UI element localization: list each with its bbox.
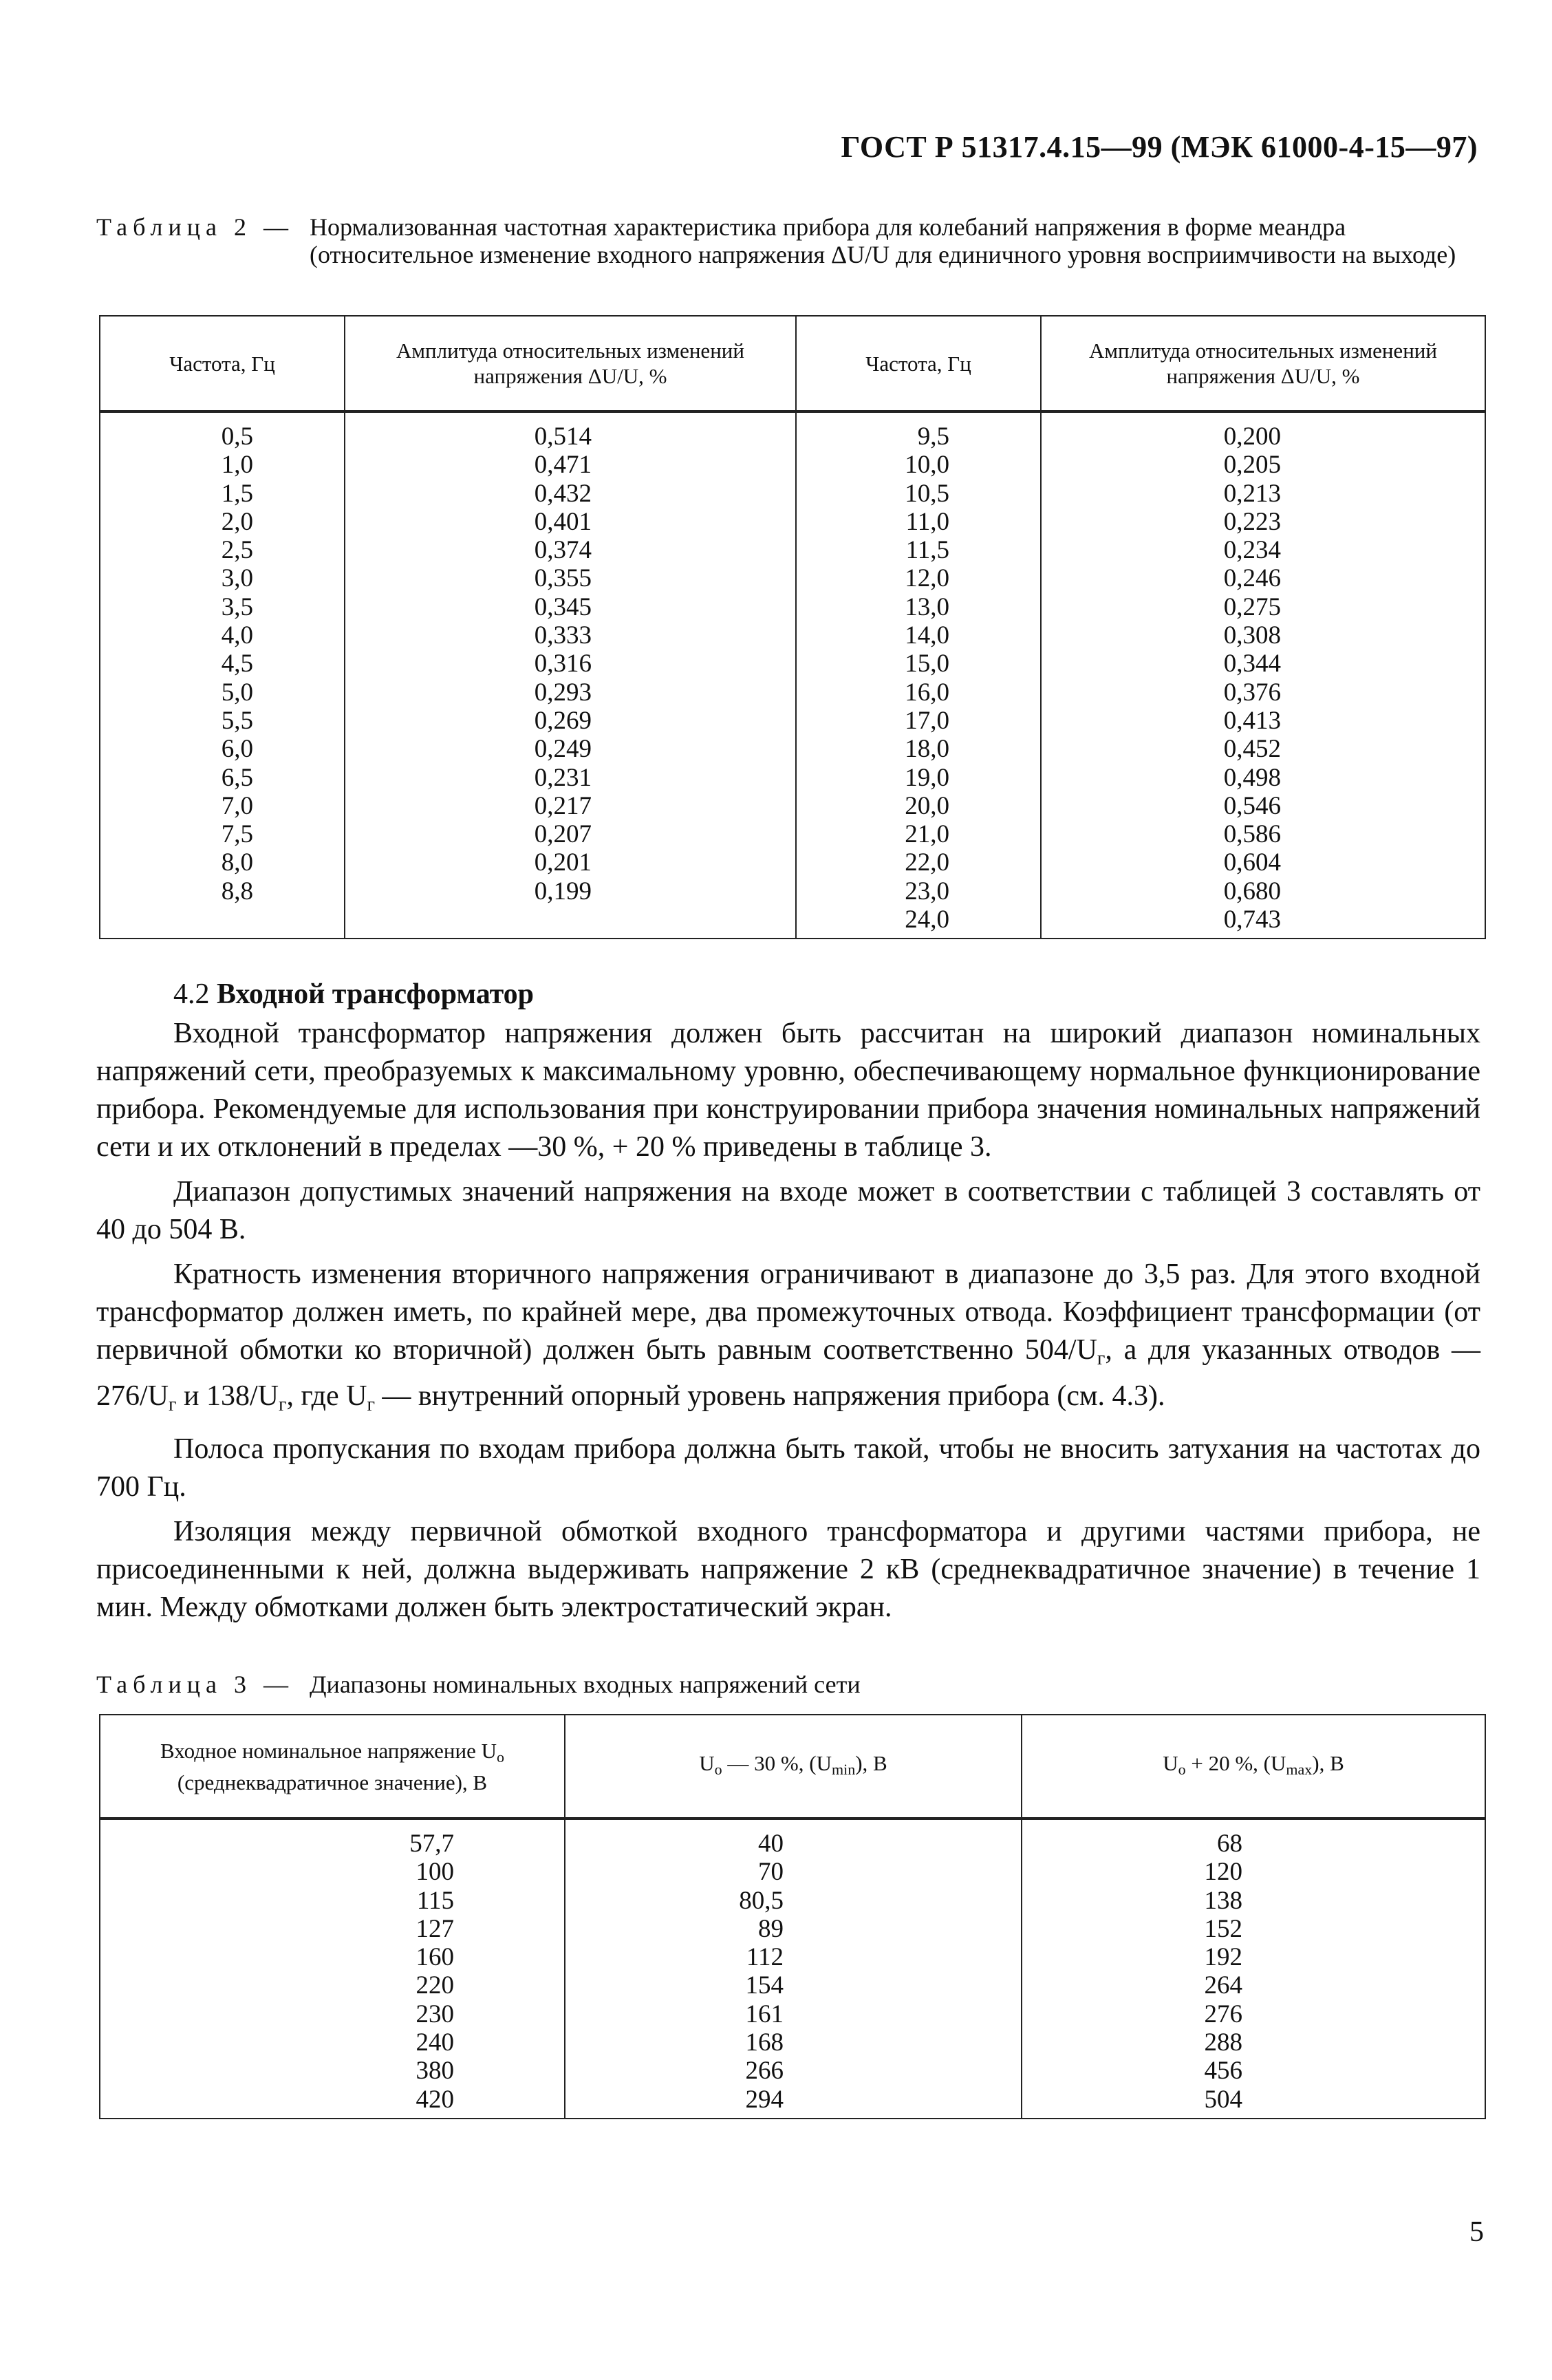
table3-cell: 100: [100, 1858, 565, 1886]
table2-cell: 9,5: [796, 411, 1041, 451]
table2-cell: 5,5: [100, 707, 345, 735]
table2-cell: 2,0: [100, 508, 345, 536]
section-4-2: [96, 976, 1480, 1633]
table2-row: [100, 792, 1485, 820]
table2-cell: 7,0: [100, 792, 345, 820]
table2-cell: 19,0: [796, 764, 1041, 792]
table2-cell: 0,205: [1041, 451, 1485, 479]
table2-caption-text: Нормализованная частотная характеристика прибора для колебаний напряжения в форме меандра (относительное изменение входного напряжения ΔU/U для единичного уровня восприимчивости на выходе): [310, 213, 1456, 268]
table2-cell: 1,0: [100, 451, 345, 479]
table2-cell: 0,374: [345, 536, 796, 564]
table2-cell: 4,0: [100, 621, 345, 650]
table3-cell: 70: [565, 1858, 1022, 1886]
table2-cell: 11,0: [796, 508, 1041, 536]
table3-cell: 138: [1022, 1887, 1485, 1915]
table2-cell: 16,0: [796, 678, 1041, 707]
table2-cell: 0,234: [1041, 536, 1485, 564]
table2-cell: 0,246: [1041, 564, 1485, 592]
table2-cell: 0,743: [1041, 905, 1485, 939]
table2-row: [100, 480, 1485, 508]
table2-cell: 0,452: [1041, 735, 1485, 763]
table2-cell: 0,201: [345, 848, 796, 877]
table2-cell: 0,432: [345, 480, 796, 508]
table2-cell: 0,269: [345, 707, 796, 735]
table2-cell: 23,0: [796, 877, 1041, 905]
paragraph-1: Входной трансформатор напряжения должен быть рассчитан на широкий диапазон номинальных напряжений сети, преобразуемых к максимальному уровню, обеспечивающему нормальное функционирование прибора. Рекомендуемые для использования при конструировании прибора значения номинальных напряжений сети и их отклонений в пределах —30 %, + 20 % приведены в таблице 3.: [96, 1018, 1480, 1163]
table2-cell: 3,0: [100, 564, 345, 592]
table2-row: [100, 707, 1485, 735]
table2-cell: 0,200: [1041, 411, 1485, 451]
table2-row: [100, 764, 1485, 792]
table2-cell: 21,0: [796, 820, 1041, 848]
table2-row: [100, 564, 1485, 592]
table2-cell: 0,413: [1041, 707, 1485, 735]
table3-cell: 89: [565, 1915, 1022, 1943]
table2-row: [100, 820, 1485, 848]
table3-row: [100, 2057, 1485, 2085]
table3-col-min: $U_o$ — 30 %, $(U_{min})$, В: [565, 1715, 1022, 1819]
table2-cell: 0,207: [345, 820, 796, 848]
table3-cell: 168: [565, 2028, 1022, 2057]
table3-cell: 456: [1022, 2057, 1485, 2085]
table2-cell: 0,604: [1041, 848, 1485, 877]
table2-cell: 0,355: [345, 564, 796, 592]
table3-cell: 127: [100, 1915, 565, 1943]
table2-cell: 11,5: [796, 536, 1041, 564]
table2-cell: 24,0: [796, 905, 1041, 939]
table3-cell: 152: [1022, 1915, 1485, 1943]
table2-cell: 15,0: [796, 650, 1041, 678]
table2-cell: [345, 905, 796, 939]
table2-cell: 0,223: [1041, 508, 1485, 536]
page-number: 5: [1469, 2216, 1484, 2248]
table3-cell: 120: [1022, 1858, 1485, 1886]
table2-cell: 17,0: [796, 707, 1041, 735]
section-number: 4.2: [173, 978, 210, 1010]
table2-cell: 0,376: [1041, 678, 1485, 707]
table3-cell: 220: [100, 1971, 565, 2000]
table3-caption-text: Диапазоны номинальных входных напряжений сети: [310, 1671, 861, 1698]
table2-cell: 18,0: [796, 735, 1041, 763]
table2-cell: 0,199: [345, 877, 796, 905]
table2-cell: 1,5: [100, 480, 345, 508]
table3-cell: 161: [565, 2000, 1022, 2028]
table2-row: [100, 536, 1485, 564]
table3-col-nominal: Входное номинальное напряжение $U_o$ (среднеквадратичное значение), В: [100, 1715, 565, 1819]
table3-label: Таблица 3 —: [96, 1671, 294, 1698]
table3-row: [100, 2086, 1485, 2119]
table2-cell: 0,498: [1041, 764, 1485, 792]
document-header: ГОСТ Р 51317.4.15—99 (МЭК 61000-4-15—97): [841, 130, 1478, 164]
table2-row: [100, 877, 1485, 905]
table2-cell: 0,471: [345, 451, 796, 479]
table2-cell: 6,5: [100, 764, 345, 792]
table3-row: [100, 1915, 1485, 1943]
table3-cell: 288: [1022, 2028, 1485, 2057]
table2-cell: 3,5: [100, 593, 345, 621]
table2-cell: 0,586: [1041, 820, 1485, 848]
table2-row: [100, 593, 1485, 621]
table2-cell: 2,5: [100, 536, 345, 564]
table3-cell: 115: [100, 1887, 565, 1915]
table2-cell: 0,333: [345, 621, 796, 650]
table3-row: [100, 1943, 1485, 1971]
table2-cell: 0,217: [345, 792, 796, 820]
table3-cell: 380: [100, 2057, 565, 2085]
table2-cell: 8,8: [100, 877, 345, 905]
table3-caption: [96, 1671, 1465, 1698]
section-title: Входной трансформатор: [217, 978, 535, 1010]
table2-cell: 0,293: [345, 678, 796, 707]
table3-cell: 420: [100, 2086, 565, 2119]
table2-cell: 8,0: [100, 848, 345, 877]
table2-cell: 0,546: [1041, 792, 1485, 820]
table2-cell: 12,0: [796, 564, 1041, 592]
table2-col-amplitude-2: Амплитуда относительных изменений напряжения ΔU/U, %: [1041, 316, 1485, 411]
table2-row: [100, 735, 1485, 763]
table2-cell: 10,5: [796, 480, 1041, 508]
table2-cell: 4,5: [100, 650, 345, 678]
table2-cell: 0,345: [345, 593, 796, 621]
table3-row: [100, 2028, 1485, 2057]
table2-cell: 0,275: [1041, 593, 1485, 621]
table2-cell: 0,308: [1041, 621, 1485, 650]
table2-cell: 0,401: [345, 508, 796, 536]
table2-row: [100, 650, 1485, 678]
table3-cell: 266: [565, 2057, 1022, 2085]
table2-cell: 13,0: [796, 593, 1041, 621]
table3: [99, 1714, 1486, 2119]
table3-cell: 112: [565, 1943, 1022, 1971]
table2-cell: 7,5: [100, 820, 345, 848]
table2-label: Таблица 2 —: [96, 213, 294, 241]
table3-cell: 276: [1022, 2000, 1485, 2028]
table2-header-row: [100, 316, 1485, 411]
table2-row: [100, 451, 1485, 479]
table3-cell: 504: [1022, 2086, 1485, 2119]
table3-cell: 240: [100, 2028, 565, 2057]
table3-cell: 68: [1022, 1819, 1485, 1858]
paragraph-3: Кратность изменения вторичного напряжения ограничивают в диапазоне до 3,5 раз. Для этого входной трансформатор должен иметь, по крайней мере, два промежуточных отвода. Коэффициент трансформации (от первичной обмотки ко вторичной) должен быть равным соответственно $504/U_г$, а для указанных отводов — $276/U_г$ и $138/U_г$, где $U_г$ — внутренний опорный уровень напряжения прибора (см. 4.3).: [96, 1258, 1480, 1415]
table2-cell: 0,213: [1041, 480, 1485, 508]
table2-col-frequency-2: Частота, Гц: [796, 316, 1041, 411]
table2-cell: 0,514: [345, 411, 796, 451]
table3-col-max: $U_o + 20$ %, $(U_{max})$, В: [1022, 1715, 1485, 1819]
table2-caption: [96, 213, 1465, 268]
table3-cell: 192: [1022, 1943, 1485, 1971]
table2-row: [100, 411, 1485, 451]
table2-cell: 0,316: [345, 650, 796, 678]
paragraph-2: Диапазон допустимых значений напряжения на входе может в соответствии с таблицей 3 составлять от 40 до 504 В.: [96, 1176, 1480, 1245]
paragraph-5: Изоляция между первичной обмоткой входного трансформатора и другими частями прибора, не присоединенными к ней, должна выдерживать напряжение 2 кВ (среднеквадратичное значение) в течение 1 мин. Между обмотками должен быть электростатический экран.: [96, 1516, 1480, 1623]
table2-row: [100, 848, 1485, 877]
table2-cell: 0,5: [100, 411, 345, 451]
table2-cell: 5,0: [100, 678, 345, 707]
table2-row: [100, 905, 1485, 939]
table3-cell: 264: [1022, 1971, 1485, 2000]
table2-cell: 6,0: [100, 735, 345, 763]
table3-cell: 57,7: [100, 1819, 565, 1858]
table2-row: [100, 508, 1485, 536]
table3-cell: 40: [565, 1819, 1022, 1858]
table3-row: [100, 2000, 1485, 2028]
table2: [99, 315, 1486, 939]
table3-row: [100, 1819, 1485, 1858]
table3-cell: 160: [100, 1943, 565, 1971]
table2-cell: 22,0: [796, 848, 1041, 877]
table3-cell: 80,5: [565, 1887, 1022, 1915]
table3-cell: 154: [565, 1971, 1022, 2000]
table3-row: [100, 1971, 1485, 2000]
table3-header-row: [100, 1715, 1485, 1819]
paragraph-4: Полоса пропускания по входам прибора должна быть такой, чтобы не вносить затухания на частотах до 700 Гц.: [96, 1433, 1480, 1503]
table2-col-amplitude-1: Амплитуда относительных изменений напряжения ΔU/U, %: [345, 316, 796, 411]
table2-cell: 14,0: [796, 621, 1041, 650]
table2-cell: 0,231: [345, 764, 796, 792]
table3-row: [100, 1858, 1485, 1886]
table3-cell: 294: [565, 2086, 1022, 2119]
table2-row: [100, 678, 1485, 707]
table3-cell: 230: [100, 2000, 565, 2028]
table2-cell: 0,344: [1041, 650, 1485, 678]
table2-cell: 0,680: [1041, 877, 1485, 905]
table2-cell: 10,0: [796, 451, 1041, 479]
table2-row: [100, 621, 1485, 650]
table2-cell: 20,0: [796, 792, 1041, 820]
table2-cell: 0,249: [345, 735, 796, 763]
section-heading: [96, 976, 1480, 1014]
table2-col-frequency-1: Частота, Гц: [100, 316, 345, 411]
table3-row: [100, 1887, 1485, 1915]
table2-cell: [100, 905, 345, 939]
